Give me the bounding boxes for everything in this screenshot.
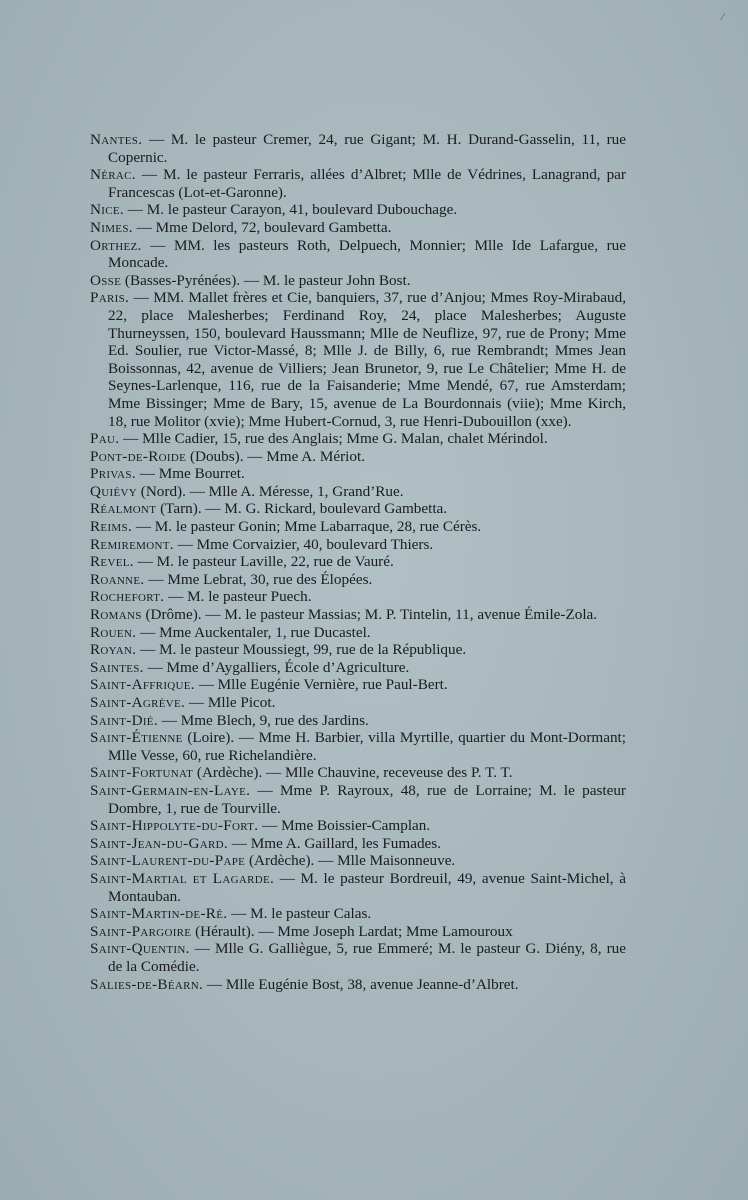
entry-text: (Doubs). — Mme A. Mériot. xyxy=(186,447,366,465)
entry-place: Reims. xyxy=(90,518,133,536)
entry-place: Romans xyxy=(90,606,142,624)
entry-text: — M. le pasteur Carayon, 41, boulevard Dubouchage. xyxy=(123,201,458,219)
entry-place: Rochefort. xyxy=(90,588,165,606)
listing-entry xyxy=(90,870,626,905)
entry-text: (Loire). — Mme H. Barbier, villa Myrtille, quartier du Mont-Dormant; Mlle Vesse, 60, rue Richelandière. xyxy=(108,729,626,764)
listing-entry xyxy=(90,712,626,730)
listing-entry xyxy=(90,905,626,923)
entry-place: Saint-Pargoire xyxy=(90,922,192,940)
listing-entry xyxy=(90,500,626,518)
listing-entry xyxy=(90,131,626,166)
listing-entry xyxy=(90,835,626,853)
listing-entry xyxy=(90,588,626,606)
listing-entry xyxy=(90,518,626,536)
listing-entry xyxy=(90,289,626,430)
entry-text: — Mme Boissier-Camplan. xyxy=(258,817,431,835)
entry-place: Remiremont. xyxy=(90,535,174,553)
address-listing xyxy=(90,131,626,993)
entry-text: — Mme Corvaizier, 40, boulevard Thiers. xyxy=(173,535,434,553)
listing-entry xyxy=(90,536,626,554)
entry-text: (Ardèche). — Mlle Maisonneuve. xyxy=(245,852,456,870)
entry-place: Pau. xyxy=(90,430,120,448)
entry-text: (Ardèche). — Mlle Chauvine, receveuse des P. T. T. xyxy=(193,764,513,782)
entry-text: — M. le pasteur Puech. xyxy=(164,588,312,606)
entry-text: — Mme d’Aygalliers, École d’Agriculture. xyxy=(143,658,410,676)
listing-entry xyxy=(90,923,626,941)
entry-place: Saint-Affrique. xyxy=(90,676,195,694)
listing-entry xyxy=(90,976,626,994)
entry-place: Nérac. xyxy=(90,166,136,184)
entry-place: Saintes. xyxy=(90,658,144,676)
listing-entry xyxy=(90,483,626,501)
entry-text: — M. le pasteur Cremer, 24, rue Gigant; M. H. Durand-Gasselin, 11, rue Copernic. xyxy=(108,131,626,166)
listing-entry xyxy=(90,940,626,975)
entry-place: Pont-de-Roide xyxy=(90,447,187,465)
listing-entry xyxy=(90,624,626,642)
entry-place: Saint-Agrève. xyxy=(90,694,186,711)
entry-place: Nimes. xyxy=(90,218,133,236)
listing-entry xyxy=(90,166,626,201)
listing-entry xyxy=(90,852,626,870)
entry-place: Saint-Dié. xyxy=(90,711,158,729)
entry-place: Orthez. xyxy=(90,236,142,254)
entry-place: Saint-Germain-en-Laye. xyxy=(90,781,251,799)
entry-place: Nantes. xyxy=(90,131,143,148)
entry-text: (Tarn). — M. G. Rickard, boulevard Gambetta. xyxy=(156,500,448,518)
entry-text: — Mlle Cadier, 15, rue des Anglais; Mme G. Malan, chalet Mérindol. xyxy=(119,430,548,448)
entry-text: — M. le pasteur Ferraris, allées d’Albret; Mlle de Védrines, Lanagrand, par Francescas (Lot-et-Garonne). xyxy=(108,166,626,201)
entry-place: Saint-Jean-du-Gard. xyxy=(90,834,228,852)
listing-entry xyxy=(90,817,626,835)
entry-place: Saint-Quentin. xyxy=(90,940,190,958)
entry-place: Rouen. xyxy=(90,623,137,641)
entry-text: — Mme Lebrat, 30, rue des Élopées. xyxy=(144,570,373,588)
entry-text: — Mme Auckentaler, 1, rue Ducastel. xyxy=(136,623,371,641)
listing-entry xyxy=(90,782,626,817)
entry-text: — Mme A. Gaillard, les Fumades. xyxy=(227,834,442,852)
listing-entry xyxy=(90,571,626,589)
entry-text: (Nord). — Mlle A. Méresse, 1, Grand’Rue. xyxy=(136,482,404,500)
entry-place: Royan. xyxy=(90,641,137,659)
entry-text: — Mme P. Rayroux, 48, rue de Lorraine; M. le pasteur Dombre, 1, rue de Tourville. xyxy=(108,781,626,817)
listing-entry xyxy=(90,237,626,272)
entry-text: — Mlle Eugénie Vernière, rue Paul-Bert. xyxy=(194,676,448,694)
entry-place: Saint-Martial et Lagarde. xyxy=(90,869,275,887)
entry-text: — M. le pasteur Gonin; Mme Labarraque, 28, rue Cérès. xyxy=(132,518,482,536)
listing-entry xyxy=(90,219,626,237)
corner-mark: ⁄ xyxy=(722,12,724,23)
entry-place: Saint-Étienne xyxy=(90,729,183,747)
entry-place: Quiévy xyxy=(90,482,137,500)
listing-entry xyxy=(90,694,626,712)
entry-text: — MM. Mallet frères et Cie, banquiers, 37, rue d’Anjou; Mmes Roy-Mirabaud, 22, place Malesherbes; Ferdinand Roy, 24, place Malesherbes; Auguste Thurneyssen, 150, boulevard Haussmann; Mlle de Neuflize, 97, rue de Prony; Mme Ed. Soulier, rue Victor-Massé, 8; Mlle J. de Billy, 6, rue Rembrandt; Mmes Jean Boissonnas, 42, avenue de Villiers; Jean Brunetor, 9, rue Le Châtelier; Mme H. de Seynes-Larlenque, 116, rue de la Faisanderie; Mme Mendé, 67, rue Amsterdam; Mme Bissinger; Mme de Bary, 15, avenue de La Bourdonnais (viie); Mme Kirch, 18, rue Molitor (xvie); Mme Hubert-Cornud, 3, rue Henri-Dubouillon (xxe). xyxy=(108,289,626,430)
listing-entry xyxy=(90,764,626,782)
entry-place: Privas. xyxy=(90,465,136,483)
entry-text: — Mlle G. Galliègue, 5, rue Emmeré; M. le pasteur G. Diény, 8, rue de la Comédie. xyxy=(108,940,626,975)
entry-place: Nice. xyxy=(90,201,124,219)
listing-entry xyxy=(90,201,626,219)
entry-place: Salies-de-Béarn. xyxy=(90,975,204,993)
entry-text: — Mlle Eugénie Bost, 38, avenue Jeanne-d’Albret. xyxy=(203,975,519,993)
entry-place: Saint-Fortunat xyxy=(90,764,194,782)
entry-text: (Hérault). — Mme Joseph Lardat; Mme Lamouroux xyxy=(191,922,513,940)
listing-entry xyxy=(90,448,626,466)
listing-entry xyxy=(90,465,626,483)
listing-entry xyxy=(90,729,626,764)
entry-place: Revel. xyxy=(90,553,134,571)
entry-text: (Drôme). — M. le pasteur Massias; M. P. Tintelin, 11, avenue Émile-Zola. xyxy=(141,606,598,624)
listing-entry xyxy=(90,553,626,571)
entry-text: (Basses-Pyrénées). — M. le pasteur John Bost. xyxy=(121,271,411,289)
entry-text: — M. le pasteur Moussiegt, 99, rue de la République. xyxy=(136,641,467,659)
entry-place: Saint-Laurent-du-Pape xyxy=(90,852,246,870)
entry-place: Osse xyxy=(90,271,122,289)
listing-entry xyxy=(90,641,626,659)
entry-place: Réalmont xyxy=(90,500,157,518)
entry-text: — M. le pasteur Bordreuil, 49, avenue Saint-Michel, à Montauban. xyxy=(108,869,626,905)
entry-place: Saint-Hippolyte-du-Fort. xyxy=(90,817,259,835)
entry-place: Roanne. xyxy=(90,570,145,588)
entry-text: — M. le pasteur Calas. xyxy=(227,905,372,923)
entry-place: Paris. xyxy=(90,289,130,307)
entry-place: Saint-Martin-de-Ré. xyxy=(90,905,228,923)
entry-text: — M. le pasteur Laville, 22, rue de Vauré. xyxy=(133,553,394,571)
listing-entry xyxy=(90,272,626,290)
listing-entry xyxy=(90,676,626,694)
entry-text: — MM. les pasteurs Roth, Delpuech, Monnier; Mlle Ide Lafargue, rue Moncade. xyxy=(108,236,626,272)
entry-text: — Mme Delord, 72, boulevard Gambetta. xyxy=(132,218,392,236)
entry-text: — Mme Blech, 9, rue des Jardins. xyxy=(157,711,369,729)
entry-text: — Mme Bourret. xyxy=(135,465,245,483)
listing-entry xyxy=(90,430,626,448)
listing-entry xyxy=(90,606,626,624)
entry-text: — Mlle Picot. xyxy=(185,694,276,711)
listing-entry xyxy=(90,659,626,677)
